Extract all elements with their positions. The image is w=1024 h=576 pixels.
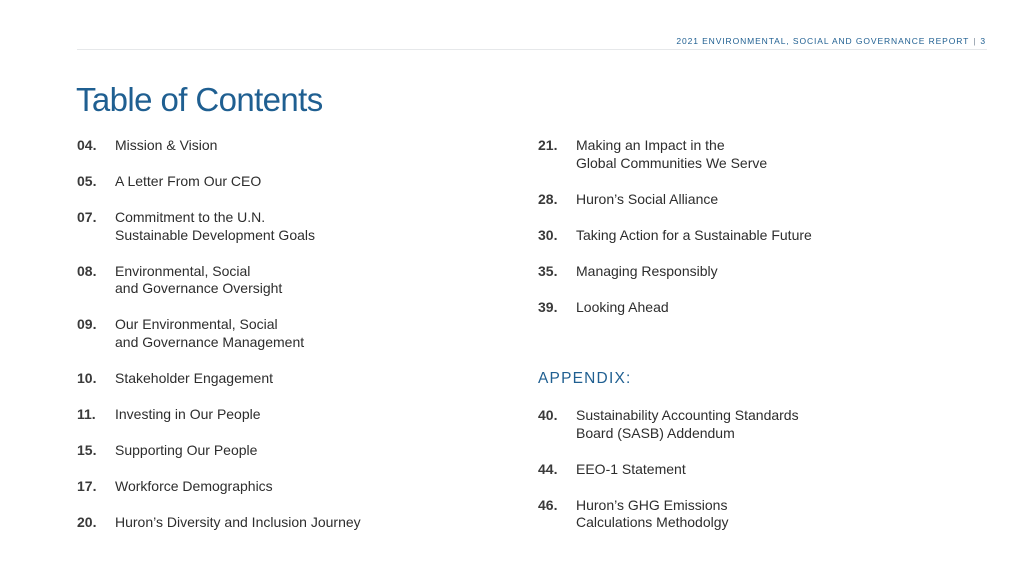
toc-page-number: 07. [77,209,97,225]
toc-page-number: 46. [538,496,558,513]
toc-entry-line: Huron’s Diversity and Inclusion Journey [115,513,361,530]
toc-entry-line: Huron’s GHG Emissions [576,496,728,513]
toc-page-number: 28. [538,190,558,207]
toc-entry-title [115,263,282,298]
toc-page-number: 44. [538,460,558,477]
toc-entry-title [115,406,261,424]
toc-entry-title [576,191,718,209]
toc-entry[interactable] [77,173,497,191]
toc-page-number: 09. [77,316,97,332]
toc-entry[interactable] [77,370,497,388]
toc-entry-title [115,370,273,388]
toc-page-number: 04. [77,137,97,153]
toc-entry-title [115,442,257,460]
toc-entry-line: A Letter From Our CEO [115,173,262,189]
toc-entry-title [576,461,686,479]
toc-entry-line: Managing Responsibly [576,262,718,279]
toc-page-number: 11. [77,405,96,422]
toc-entry-line: Sustainability Accounting Standards [576,407,799,423]
toc-entry-line: and Governance Management [115,333,305,350]
toc-entry-line: Global Communities We Serve [576,154,768,171]
running-header [676,36,986,46]
toc-entry-line: Workforce Demographics [115,477,273,494]
header-separator: | [973,36,977,46]
toc-page-number: 08. [77,262,97,279]
toc-entry-line: Huron’s Social Alliance [576,190,719,207]
toc-entry-line: Taking Action for a Sustainable Future [576,226,812,243]
toc-entry[interactable] [538,263,958,281]
header-divider [77,49,987,50]
toc-entry-line: Mission & Vision [115,137,218,153]
toc-entry-title [576,497,729,532]
toc-page-number: 10. [77,369,97,386]
toc-entry-title [576,137,767,172]
toc-left-column [77,137,497,550]
report-title: 2021 ENVIRONMENTAL, SOCIAL AND GOVERNANCE REPORT [676,36,970,46]
toc-entry[interactable] [77,478,497,496]
appendix-heading: APPENDIX: [538,370,632,387]
toc-entry[interactable] [77,442,497,460]
toc-entry[interactable] [77,316,497,351]
toc-entry[interactable] [538,497,958,532]
toc-page-number: 35. [538,262,558,279]
toc-entry-title [576,263,718,281]
toc-entry-line: and Governance Oversight [115,280,283,296]
toc-entry-title [115,137,217,155]
toc-entry-title [115,173,261,191]
toc-entry[interactable] [77,209,497,244]
toc-entry-line: Calculations Methodolgy [576,514,729,530]
toc-page-number: 05. [77,173,97,189]
toc-page-number: 20. [77,513,97,530]
toc-page-number: 17. [77,477,97,494]
toc-entry-title [576,299,669,317]
toc-entry-line: Our Environmental, Social [115,316,278,332]
toc-entry[interactable] [77,137,497,155]
toc-entry-line: Board (SASB) Addendum [576,424,735,441]
toc-entry-title [115,209,315,244]
toc-entry-title [576,227,812,245]
page-title: Table of Contents [76,81,323,118]
toc-entry[interactable] [538,137,958,172]
toc-entry[interactable] [538,461,958,479]
toc-page-number: 39. [538,298,558,315]
toc-entry-title [576,407,799,442]
toc-entry-line: Making an Impact in the [576,137,725,153]
toc-entry-title [115,514,361,532]
toc-entry-line: Looking Ahead [576,298,669,315]
toc-entry[interactable] [77,514,497,532]
toc-entry[interactable] [538,407,958,442]
toc-entry-line: Sustainable Development Goals [115,226,316,243]
toc-entry-line: Supporting Our People [115,441,258,458]
toc-page-number: 15. [77,441,97,458]
toc-entry[interactable] [538,227,958,245]
toc-entry[interactable] [77,406,497,424]
toc-right-column [538,137,958,550]
toc-entry[interactable] [77,263,497,298]
toc-entry-title [115,316,304,351]
toc-page-number: 30. [538,226,558,243]
toc-entry-title [115,478,273,496]
page-number: 3 [980,36,986,46]
toc-entry[interactable] [538,299,958,317]
toc-entry-line: EEO-1 Statement [576,460,686,477]
toc-entry[interactable] [538,191,958,209]
toc-entry-line: Investing in Our People [115,405,261,422]
toc-page-number: 21. [538,137,558,153]
toc-entry-line: Stakeholder Engagement [115,369,273,386]
toc-entry-line: Commitment to the U.N. [115,209,266,225]
toc-entry-line: Environmental, Social [115,262,251,279]
toc-page-number: 40. [538,407,558,423]
